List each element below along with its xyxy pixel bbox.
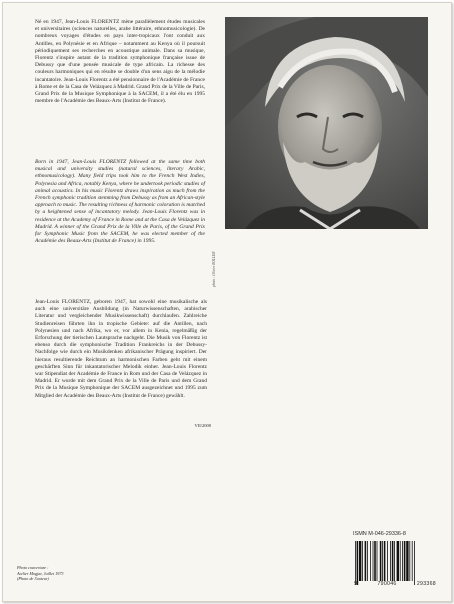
barcode-digits bbox=[354, 581, 436, 587]
barcode-bar bbox=[380, 541, 382, 581]
biography-english: Born in 1947, Jean-Louis FLORENTZ followed at the same time both musical and university studies (natural sciences, literary Arabic, ethnomusicology). Many field trips took him to the French West Indies, Polynesia and Africa, notably Kenya, where he undertook periodic studies of animal acoustics. In his music Florentz draws inspiration as much from the French symphonic tradition stemming from Debussy as from an African-style approach to music. The resulting richness of harmonic coloration is matched by a heightened sense of incantatory melody. Jean-Louis Florentz was in residence at the Academy of France in Rome and at the Casa de Velázquez in Madrid. A winner of the Grand Prix de la Ville de Paris, of the Grand Prix for Symphonic Music from the SACEM, he was elected member of the Académie des Beaux-Arts (Institut de France) in 1995. bbox=[35, 159, 205, 245]
barcode-bar bbox=[409, 541, 410, 581]
barcode-bar bbox=[359, 541, 361, 581]
barcode-bar bbox=[397, 541, 399, 581]
barcode-bar bbox=[406, 541, 408, 581]
barcode-bar bbox=[402, 541, 403, 581]
barcode-bar bbox=[384, 541, 386, 581]
barcode-bar bbox=[367, 541, 368, 581]
portrait-image bbox=[225, 17, 428, 229]
barcode bbox=[354, 541, 436, 585]
barcode-bar bbox=[365, 541, 367, 581]
barcode-bar bbox=[374, 541, 376, 581]
barcode-bar bbox=[390, 541, 391, 581]
barcode-bar bbox=[362, 541, 363, 581]
barcode-digit-group-1: 790046 bbox=[377, 581, 397, 587]
barcode-digit-prefix: 9 bbox=[354, 581, 358, 587]
ismn-number: ISMN M-046-29336-8 bbox=[353, 531, 406, 537]
biography-french: Né en 1947, Jean-Louis FLORENTZ mène parallèlement études musicales et universitaires (sciences naturelles, arabe littéraire, ethnomusicologie). De nombreux voyages d'études en pays inter-tropicaux l'ont conduit aux Antilles, en Polynésie et en Afrique – notamment au Kenya où il poursuit périodiquement ses recherches en acoustique animale. Dans sa musique, Florentz s'inspire autant de la tradition symphonique française issue de Debussy que d'une pensée musicale de type africain. La richesse des couleurs harmoniques qui en résulte se double d'un sens aigu de la mélodie incantatoire. Jean-Louis Florentz a été pensionnaire de l'Académie de France à Rome et de la Casa de Velázquez à Madrid. Grand Prix de la Ville de Paris, Grand Prix de la Musique Symphonique à la SACEM, il a été élu en 1995 membre de l'Académie des Beaux-Arts (Institut de France). bbox=[35, 19, 205, 105]
back-cover-page bbox=[2, 2, 452, 602]
barcode-bar bbox=[387, 541, 388, 581]
barcode-bar bbox=[377, 541, 378, 581]
barcode-bar bbox=[355, 541, 356, 585]
barcode-bar bbox=[392, 541, 394, 581]
barcode-bar bbox=[404, 541, 406, 581]
barcode-bar bbox=[370, 541, 371, 581]
photo-credit: photo : Olivier ROLLER bbox=[212, 251, 216, 287]
biography-german: Jean-Louis FLORENTZ, geboren 1947, hat sowohl eine musikalische als auch eine universitäre Ausbildung (in Naturwissenschaften, arabischer Literatur und vergleichender Musikwissenschaft) durchlaufen. Zahlreiche Studienreisen führten ihn in tropische Gebiete: auf die Antillen, nach Polynesien und nach Afrika, wo er, vor allem in Kenia, regelmäßig der Erforschung der tierischen Lautsprache nachgeht. Die Musik von Florentz ist ebenso durch die symphonische Tradition Frankreichs in der Debussy-Nachfolge wie durch ein Musikdenken afrikanischer Prägung inspiriert. Der hieraus resultierende Reichtum an harmonischen Farben geht mit einem geschärften Sinn für inkantatorischer Melodik einher. Jean-Louis Florentz war Stipendiat der Académie de France in Rom und der Casa de Velázquez in Madrid. Er wurde mit dem Grand Prix de la Ville de Paris und dem Grand Prix de la Musique Symphonique der SACEM ausgezeichnet und 1995 zum Mitglied der Académie des Beaux-Arts (Institut de France) gewählt. bbox=[35, 299, 207, 399]
barcode-bar bbox=[400, 541, 401, 581]
publication-reference: VII/2000 bbox=[194, 423, 211, 428]
barcode-bar bbox=[394, 541, 395, 581]
barcode-bar bbox=[412, 541, 413, 581]
barcode-bar bbox=[382, 541, 383, 581]
barcode-bar bbox=[357, 541, 359, 585]
barcode-bar bbox=[414, 541, 415, 585]
cover-photo-credit: Photo couverture : Atelier Mogjar, Juillet 1973 (Photo de l'auteur) bbox=[17, 565, 64, 581]
barcode-bar bbox=[373, 541, 374, 581]
composer-portrait-photo bbox=[225, 17, 428, 229]
barcode-digit-group-2: 293368 bbox=[416, 581, 436, 587]
